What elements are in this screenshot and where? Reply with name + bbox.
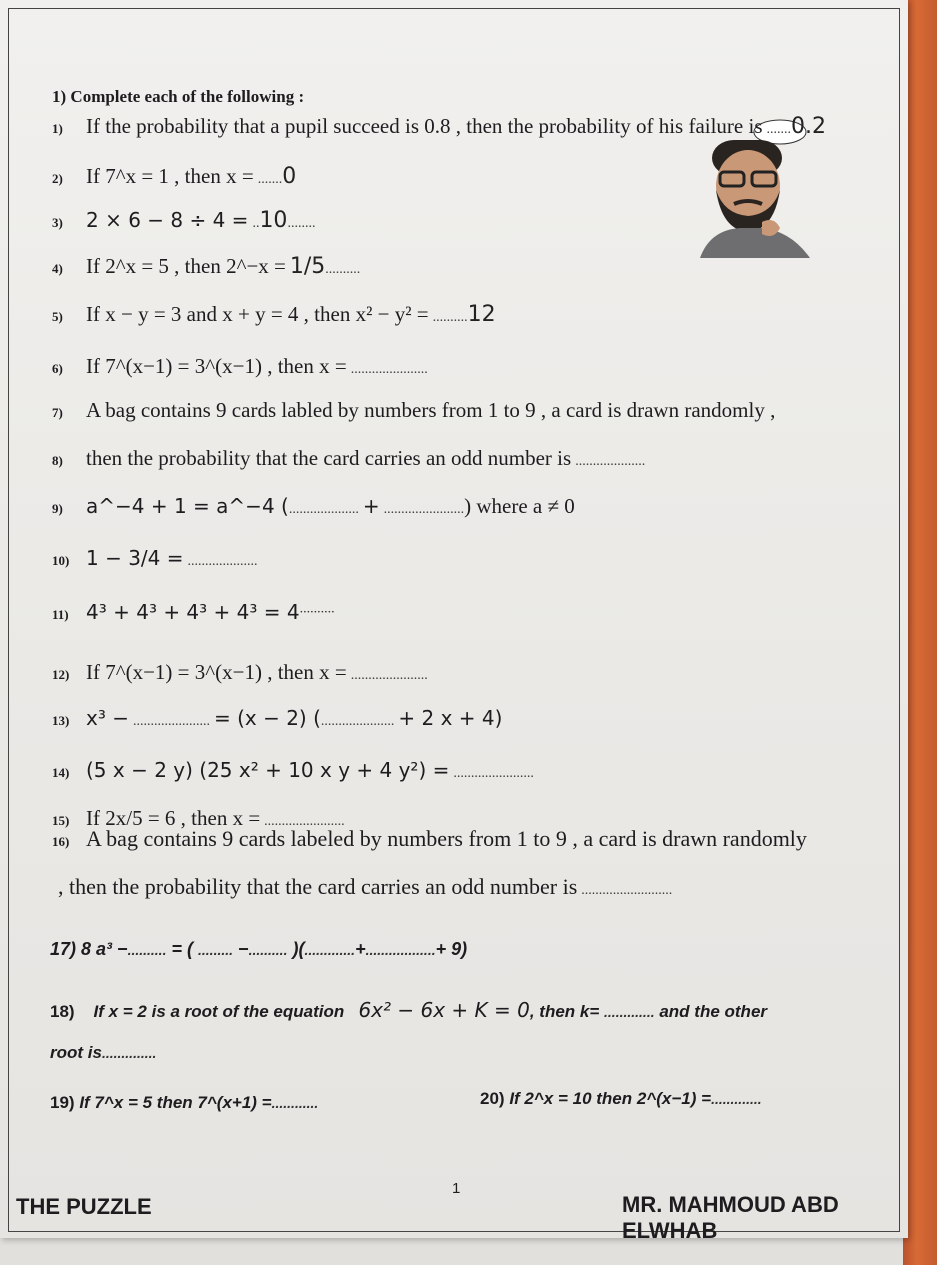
question-number: 13) [52,713,70,728]
question-text-end: + 2 x + 4) [398,706,503,730]
equals-part: = ( [171,939,193,959]
question-18: 18) If x = 2 is a root of the equation 6x² − 6x + K = 0, then k= ............. and the other [50,998,768,1022]
answer-blank: .................... [575,454,646,469]
handwritten-answer: 0 [282,164,297,189]
question-text: 1 − 3/4 = [86,546,184,570]
question-4: 4) If 2^x = 5 , then 2^−x = 1/5.......... [52,254,361,279]
question-3: 3) 2 × 6 − 8 ÷ 4 = ..10........ [52,208,316,233]
question-number: 16) [52,834,70,849]
answer-blank: .................... [187,554,258,569]
question-text: If 7^(x−1) = 3^(x−1) , then x = [86,354,347,378]
question-text-middle: = (x − 2) ( [213,706,321,730]
footer-left: THE PUZZLE [16,1194,152,1219]
question-number: 2) [52,171,63,186]
answer-blank: ...................... [350,362,428,377]
question-text: If 2^x = 5 , then 2^−x = [86,254,286,278]
question-text: (5 x − 2 y) (25 x² + 10 x y + 4 y²) = [86,758,450,782]
question-1 [52,116,826,138]
paren-part: )( [292,939,305,959]
question-text-2: , then k= [529,1002,600,1021]
handwritten-answer: 0.2 [791,114,827,139]
handwritten-answer: 1/5 [289,254,326,279]
question-number: 20) [480,1089,505,1108]
question-text: A bag contains 9 cards labeled by numbers from 1 to 9 , a card is drawn randomly [86,826,807,851]
answer-blank: .. [252,216,260,231]
question-number: 12) [52,667,70,682]
question-text: If x − y = 3 and x + y = 4 , then x² − y² = [86,302,429,326]
page-number: 1 [452,1180,461,1197]
answer-blank: .......................... [581,883,673,898]
question-20: 20) If 2^x = 10 then 2^(x−1) =............. [480,1089,762,1108]
section-title: 1) Complete each of the following : [52,87,305,106]
question-19: 19) If 7^x = 5 then 7^(x+1) =............ [50,1093,319,1112]
question-11: 11) 4³ + 4³ + 4³ + 4³ = 4.......... [52,600,335,624]
question-7 [52,400,775,421]
question-text: If x = 2 is a root of the equation [93,1002,345,1021]
handwritten-answer: 10 [259,208,288,233]
answer-blank: ....... [766,122,792,137]
question-text: If 2^x = 10 then 2^(x−1) = [509,1089,712,1108]
question-text: a^−4 + 1 = a^−4 ( [86,494,289,518]
question-18-continued: root is.............. [50,1043,157,1062]
question-text: If 7^(x−1) = 3^(x−1) , then x = [86,660,347,684]
question-12 [52,662,428,683]
question-number: 4) [52,261,63,276]
question-text: 2 × 6 − 8 ÷ 4 = [86,208,249,232]
question-number: 17) [50,939,77,959]
answer-blank: ....... [257,172,283,187]
question-number: 1) [52,121,63,136]
question-16-continued [58,876,672,898]
background-table [903,0,937,1265]
footer-right: MR. MAHMOUD ABD ELWHAB [622,1192,839,1243]
question-number: 11) [52,607,69,622]
question-number: 15) [52,813,70,828]
question-13: 13) x³ − ...................... = (x − 2) (..................... + 2 x + 4) [52,706,503,730]
question-16 [52,828,807,850]
question-text: then the probability that the card carries an odd number is [86,446,572,470]
question-text: A bag contains 9 cards labled by numbers from 1 to 9 , a card is drawn randomly , [86,398,776,422]
question-text: 4³ + 4³ + 4³ + 4³ = 4 [86,600,300,624]
question-number: 7) [52,405,63,420]
question-17: 17) 8 a³ −.......... = ( ......... −.......... )(.............+..................+ 9) [50,939,468,959]
question-number: 3) [52,215,63,230]
question-text: If 7^x = 1 , then x = [86,164,254,188]
answer-blank: ...................... [350,668,428,683]
question-2 [52,166,296,188]
question-text: If the probability that a pupil succeed is 0.8 , then the probability of his failure is [86,114,763,138]
question-number: 6) [52,361,63,376]
plus-part: + [355,939,366,959]
question-9: 9) a^−4 + 1 = a^−4 (.................... + .......................) where a ≠ 0 [52,494,575,518]
question-text-3: and the other [659,1002,768,1021]
question-text: 8 a³ − [81,939,128,959]
question-14 [52,760,534,781]
question-number: 10) [52,553,70,568]
question-condition: ) where a ≠ 0 [464,494,575,518]
question-number: 5) [52,309,63,324]
question-number: 19) [50,1093,75,1112]
question-8 [52,448,645,469]
question-5: 5) If x − y = 3 and x + y = 4 , then x² − y² = ..........12 [52,302,496,327]
question-6 [52,356,428,377]
question-text: If 2x/5 = 6 , then x = [86,806,261,830]
question-text: If 7^x = 5 then 7^(x+1) = [79,1093,272,1112]
question-text-continued: , then the probability that the card carries an odd number is [58,874,578,899]
answer-blank: ....................... [453,766,534,781]
teacher-avatar [700,118,810,258]
equation: 6x² − 6x + K = 0 [358,998,530,1022]
operator: + [362,494,380,518]
end-part: + 9) [435,939,468,959]
question-number: 18) [50,1002,75,1021]
minus-part: − [238,939,249,959]
question-10 [52,548,258,569]
question-text-4: root is [50,1043,102,1062]
question-number: 9) [52,501,63,516]
answer-blank: ....................... [264,814,345,829]
handwritten-answer: 12 [467,302,496,327]
question-text: x³ − [86,706,129,730]
question-number: 14) [52,765,70,780]
question-number: 8) [52,453,63,468]
